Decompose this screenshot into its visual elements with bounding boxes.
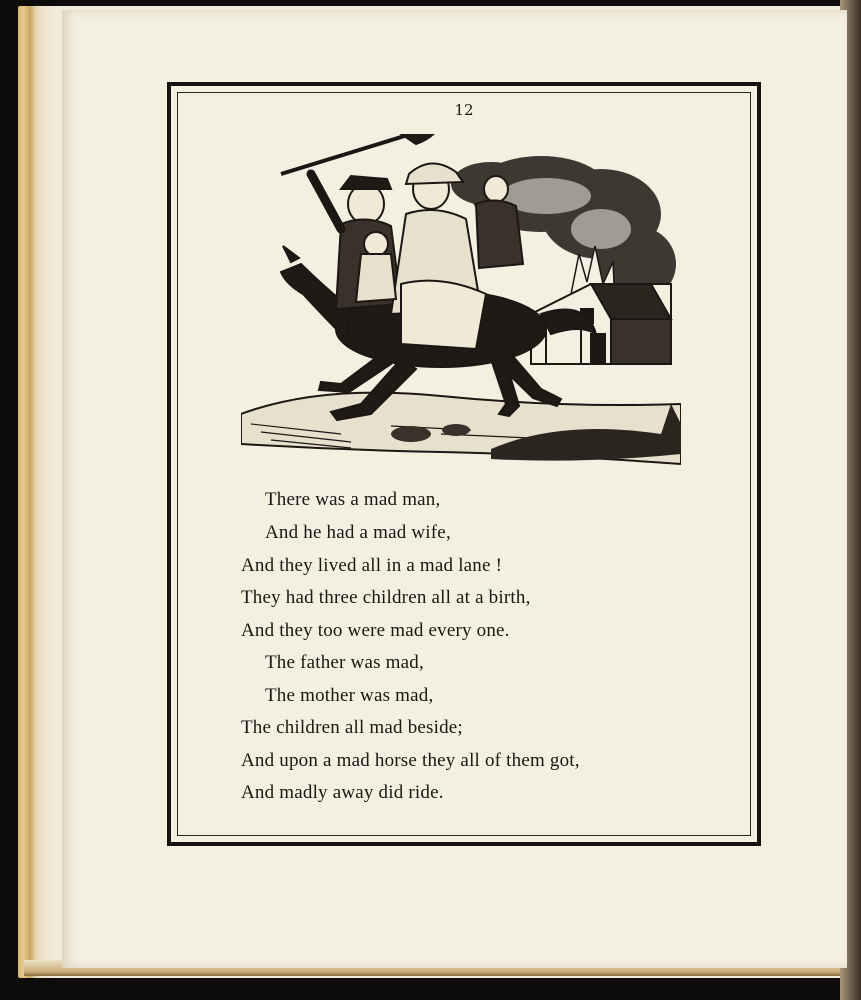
verse-line: And madly away did ride.: [241, 782, 444, 803]
verse-line: And upon a mad horse they all of them got,: [241, 750, 580, 771]
verse-line: The father was mad,: [265, 652, 424, 673]
verse-line: The mother was mad,: [265, 685, 434, 706]
woodcut-mad-family-riding-horse-icon: [241, 134, 681, 474]
verse-line: They had three children all at a birth,: [241, 587, 531, 608]
verse-line: And he had a mad wife,: [265, 522, 451, 543]
page-number: 12: [454, 101, 474, 119]
verse-line: And they lived all in a mad lane !: [241, 555, 503, 576]
verse-line: And they too were mad every one.: [241, 620, 510, 641]
verse-line: There was a mad man,: [265, 489, 441, 510]
page-border-frame: [167, 82, 761, 846]
verse-line: The children all mad beside;: [241, 717, 463, 738]
